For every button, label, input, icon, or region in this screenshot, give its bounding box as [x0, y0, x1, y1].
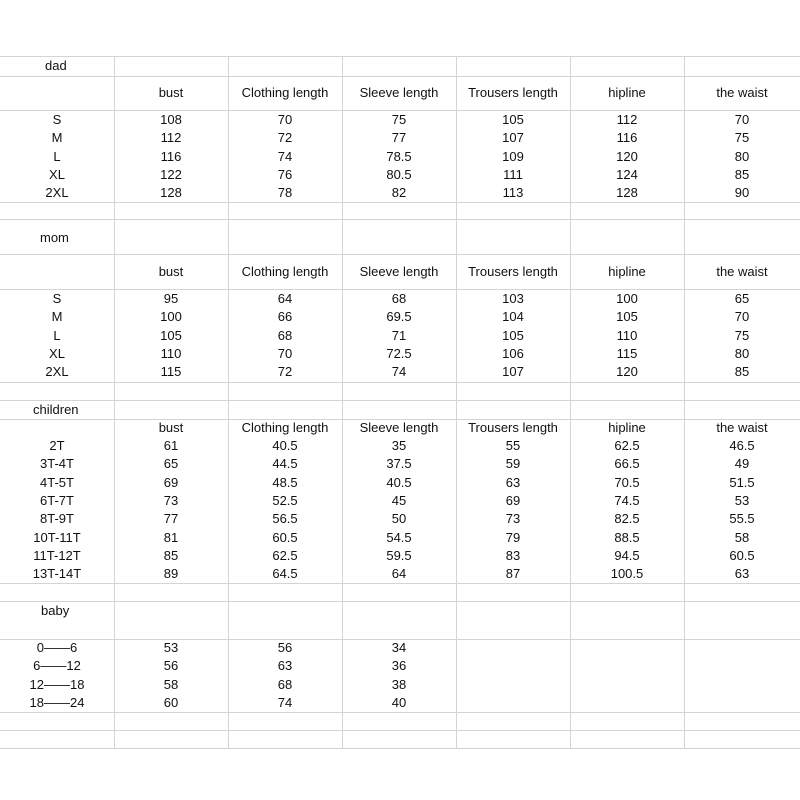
size-label: 2XL — [45, 185, 69, 200]
row-gridline — [0, 219, 800, 220]
measurement-cell: 53 — [163, 640, 179, 655]
column-header: hipline — [608, 85, 646, 100]
measurement-cell: 112 — [616, 112, 638, 127]
measurement-cell: 68 — [391, 291, 407, 306]
measurement-cell: 52.5 — [272, 493, 298, 508]
size-label: 12——18 — [29, 677, 85, 692]
measurement-cell: 54.5 — [386, 530, 412, 545]
measurement-cell: 72.5 — [386, 346, 412, 361]
measurement-cell: 65 — [734, 291, 750, 306]
measurement-cell: 60.5 — [729, 548, 755, 563]
measurement-cell: 78 — [277, 185, 293, 200]
column-header: Sleeve length — [359, 85, 439, 100]
section-label-dad: dad — [45, 58, 67, 73]
measurement-cell: 128 — [616, 185, 638, 200]
measurement-cell: 85 — [734, 364, 750, 379]
measurement-cell: 115 — [160, 364, 182, 379]
measurement-cell: 105 — [502, 112, 524, 127]
section-label-baby: baby — [41, 603, 70, 618]
measurement-cell: 79 — [505, 530, 521, 545]
measurement-cell: 85 — [734, 167, 750, 182]
measurement-cell: 65 — [163, 456, 179, 471]
measurement-cell: 56 — [163, 658, 179, 673]
measurement-cell: 100 — [160, 309, 182, 324]
measurement-cell: 55 — [505, 438, 521, 453]
column-header: Sleeve length — [359, 420, 439, 435]
measurement-cell: 49 — [734, 456, 750, 471]
measurement-cell: 56 — [277, 640, 293, 655]
size-label: XL — [49, 346, 65, 361]
row-gridline — [0, 583, 800, 584]
measurement-cell: 38 — [391, 677, 407, 692]
measurement-cell: 71 — [391, 328, 407, 343]
measurement-cell: 66.5 — [614, 456, 640, 471]
measurement-cell: 82.5 — [614, 511, 640, 526]
row-gridline — [0, 400, 800, 401]
measurement-cell: 40 — [391, 695, 407, 710]
measurement-cell: 58 — [163, 677, 179, 692]
measurement-cell: 72 — [277, 364, 293, 379]
measurement-cell: 63 — [734, 566, 750, 581]
measurement-cell: 58 — [734, 530, 750, 545]
column-header: bust — [158, 85, 184, 100]
measurement-cell: 72 — [277, 130, 293, 145]
measurement-cell: 74 — [391, 364, 407, 379]
measurement-cell: 51.5 — [729, 475, 755, 490]
row-gridline — [0, 76, 800, 77]
size-label: 2T — [49, 438, 65, 453]
column-header: hipline — [608, 264, 646, 279]
section-label-mom: mom — [40, 230, 69, 245]
column-header: Sleeve length — [359, 264, 439, 279]
measurement-cell: 73 — [163, 493, 179, 508]
measurement-cell: 80 — [734, 149, 750, 164]
column-header: the waist — [716, 264, 768, 279]
measurement-cell: 87 — [505, 566, 521, 581]
column-header: hipline — [608, 420, 646, 435]
measurement-cell: 100 — [616, 291, 638, 306]
column-header: bust — [158, 420, 184, 435]
column-header: the waist — [716, 85, 768, 100]
measurement-cell: 59.5 — [386, 548, 412, 563]
measurement-cell: 68 — [277, 328, 293, 343]
size-label: S — [52, 291, 62, 306]
size-label: 3T-4T — [40, 456, 74, 471]
measurement-cell: 70.5 — [614, 475, 640, 490]
row-gridline — [0, 56, 800, 57]
measurement-cell: 77 — [391, 130, 407, 145]
measurement-cell: 85 — [163, 548, 179, 563]
measurement-cell: 48.5 — [272, 475, 298, 490]
measurement-cell: 75 — [391, 112, 407, 127]
measurement-cell: 70 — [734, 112, 750, 127]
size-label: XL — [49, 167, 65, 182]
measurement-cell: 108 — [160, 112, 182, 127]
size-label: 10T-11T — [33, 530, 81, 545]
measurement-cell: 104 — [502, 309, 524, 324]
measurement-cell: 109 — [502, 149, 524, 164]
measurement-cell: 120 — [616, 149, 638, 164]
measurement-cell: 62.5 — [614, 438, 640, 453]
measurement-cell: 75 — [734, 328, 750, 343]
measurement-cell: 35 — [391, 438, 407, 453]
measurement-cell: 103 — [502, 291, 524, 306]
measurement-cell: 37.5 — [386, 456, 412, 471]
measurement-cell: 115 — [616, 346, 638, 361]
measurement-cell: 55.5 — [729, 511, 755, 526]
section-label-children: children — [33, 402, 79, 417]
size-label: S — [52, 112, 62, 127]
measurement-cell: 66 — [277, 309, 293, 324]
row-gridline — [0, 748, 800, 749]
measurement-cell: 60 — [163, 695, 179, 710]
column-header: bust — [158, 264, 184, 279]
row-gridline — [0, 601, 800, 602]
size-label: M — [51, 130, 63, 145]
measurement-cell: 64 — [277, 291, 293, 306]
measurement-cell: 63 — [277, 658, 293, 673]
measurement-cell: 88.5 — [614, 530, 640, 545]
measurement-cell: 116 — [616, 130, 638, 145]
measurement-cell: 77 — [163, 511, 179, 526]
row-gridline — [0, 730, 800, 731]
row-gridline — [0, 202, 800, 203]
measurement-cell: 76 — [277, 167, 293, 182]
measurement-cell: 81 — [163, 530, 179, 545]
measurement-cell: 56.5 — [272, 511, 298, 526]
measurement-cell: 46.5 — [729, 438, 755, 453]
measurement-cell: 116 — [160, 149, 182, 164]
size-label: L — [53, 149, 61, 164]
measurement-cell: 75 — [734, 130, 750, 145]
measurement-cell: 94.5 — [614, 548, 640, 563]
measurement-cell: 69.5 — [386, 309, 412, 324]
row-gridline — [0, 712, 800, 713]
measurement-cell: 89 — [163, 566, 179, 581]
measurement-cell: 95 — [163, 291, 179, 306]
column-header: Trousers length — [468, 420, 558, 435]
column-header: Clothing length — [241, 85, 329, 100]
measurement-cell: 80.5 — [386, 167, 412, 182]
size-label: 18——24 — [29, 695, 85, 710]
column-header: Trousers length — [468, 85, 558, 100]
measurement-cell: 74.5 — [614, 493, 640, 508]
column-header: Trousers length — [468, 264, 558, 279]
row-gridline — [0, 382, 800, 383]
measurement-cell: 122 — [160, 167, 182, 182]
size-label: 6——12 — [33, 658, 81, 673]
measurement-cell: 107 — [502, 364, 524, 379]
size-label: M — [51, 309, 63, 324]
measurement-cell: 34 — [391, 640, 407, 655]
measurement-cell: 111 — [503, 167, 523, 182]
measurement-cell: 124 — [616, 167, 638, 182]
column-header: Clothing length — [241, 420, 329, 435]
measurement-cell: 113 — [502, 185, 524, 200]
measurement-cell: 105 — [160, 328, 182, 343]
measurement-cell: 64.5 — [272, 566, 298, 581]
measurement-cell: 50 — [391, 511, 407, 526]
size-label: 4T-5T — [40, 475, 74, 490]
measurement-cell: 74 — [277, 149, 293, 164]
measurement-cell: 40.5 — [272, 438, 298, 453]
measurement-cell: 63 — [505, 475, 521, 490]
measurement-cell: 100.5 — [610, 566, 644, 581]
measurement-cell: 70 — [277, 346, 293, 361]
column-header: Clothing length — [241, 264, 329, 279]
measurement-cell: 70 — [734, 309, 750, 324]
size-label: 13T-14T — [32, 566, 82, 581]
measurement-cell: 69 — [163, 475, 179, 490]
measurement-cell: 68 — [277, 677, 293, 692]
measurement-cell: 110 — [616, 328, 638, 343]
measurement-cell: 120 — [616, 364, 638, 379]
size-label: L — [53, 328, 61, 343]
row-gridline — [0, 254, 800, 255]
measurement-cell: 73 — [505, 511, 521, 526]
measurement-cell: 44.5 — [272, 456, 298, 471]
measurement-cell: 82 — [391, 185, 407, 200]
measurement-cell: 69 — [505, 493, 521, 508]
measurement-cell: 74 — [277, 695, 293, 710]
size-label: 6T-7T — [40, 493, 74, 508]
measurement-cell: 53 — [734, 493, 750, 508]
measurement-cell: 40.5 — [386, 475, 412, 490]
measurement-cell: 45 — [391, 493, 407, 508]
measurement-cell: 128 — [160, 185, 182, 200]
measurement-cell: 110 — [160, 346, 182, 361]
measurement-cell: 90 — [734, 185, 750, 200]
size-label: 0——6 — [36, 640, 78, 655]
measurement-cell: 36 — [391, 658, 407, 673]
measurement-cell: 105 — [502, 328, 524, 343]
measurement-cell: 70 — [277, 112, 293, 127]
measurement-cell: 61 — [163, 438, 179, 453]
measurement-cell: 62.5 — [272, 548, 298, 563]
measurement-cell: 59 — [505, 456, 521, 471]
measurement-cell: 105 — [616, 309, 638, 324]
measurement-cell: 106 — [502, 346, 524, 361]
size-label: 11T-12T — [33, 548, 81, 563]
measurement-cell: 83 — [505, 548, 521, 563]
size-label: 8T-9T — [40, 511, 74, 526]
measurement-cell: 107 — [502, 130, 524, 145]
size-label: 2XL — [45, 364, 69, 379]
measurement-cell: 64 — [391, 566, 407, 581]
measurement-cell: 78.5 — [386, 149, 412, 164]
measurement-cell: 80 — [734, 346, 750, 361]
column-header: the waist — [716, 420, 768, 435]
measurement-cell: 112 — [160, 130, 182, 145]
measurement-cell: 60.5 — [272, 530, 298, 545]
